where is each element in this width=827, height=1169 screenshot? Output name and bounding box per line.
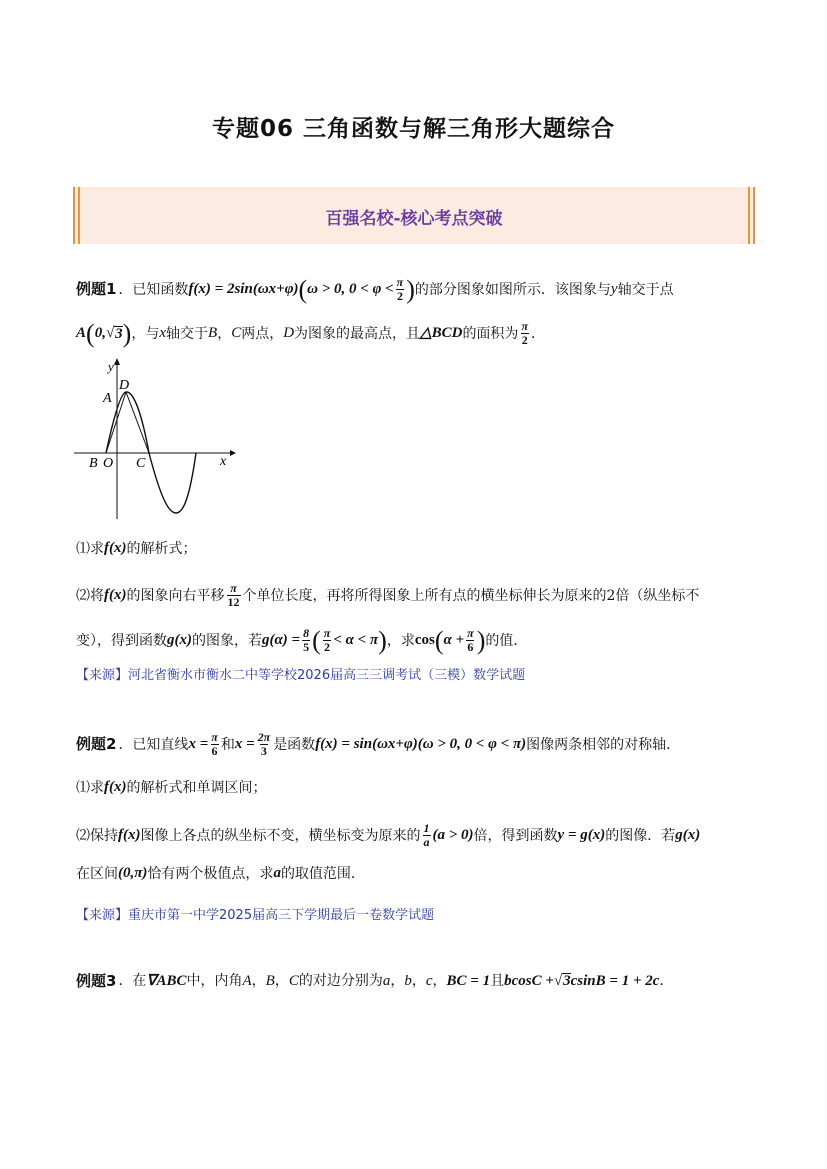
example1-question2-line1 bbox=[76, 582, 699, 609]
example1-line1 bbox=[76, 276, 674, 303]
formula: f(x) = 2sin(ωx+φ) bbox=[188, 281, 299, 297]
text: ， bbox=[390, 973, 405, 989]
text: 的对边分别为 bbox=[298, 973, 383, 989]
text: 的解析式； bbox=[126, 540, 197, 557]
text: 两点， bbox=[241, 325, 284, 342]
paren-open: ( bbox=[434, 625, 444, 655]
example1-question2-line2 bbox=[76, 627, 527, 654]
text: ， bbox=[217, 325, 232, 342]
text: 轴交于点 bbox=[617, 281, 674, 298]
var: y bbox=[610, 281, 618, 297]
var: x bbox=[159, 325, 167, 341]
formula: 0, bbox=[94, 325, 106, 341]
example2-question2-line2 bbox=[76, 866, 365, 881]
formula: f(x) bbox=[118, 827, 141, 843]
denominator: 2 bbox=[396, 289, 403, 303]
text: ⑵将 bbox=[76, 587, 104, 604]
graph-label-c: C bbox=[136, 456, 146, 471]
text: 的解析式和单调区间； bbox=[126, 779, 267, 796]
text: 轴交于 bbox=[166, 325, 209, 342]
text: 的取值范围． bbox=[280, 865, 365, 882]
text: 的面积为 bbox=[462, 325, 519, 342]
example1-label: 例题1 bbox=[76, 280, 117, 298]
denominator: 6 bbox=[211, 744, 218, 758]
x-axis-arrow bbox=[230, 450, 236, 456]
text: ⑴求 bbox=[76, 540, 104, 557]
denominator: a bbox=[423, 835, 430, 849]
text: 的值． bbox=[485, 632, 528, 649]
text: ．已知函数 bbox=[118, 281, 189, 298]
fraction bbox=[227, 582, 241, 609]
function-graph bbox=[70, 355, 240, 525]
formula: g(x) bbox=[675, 827, 701, 843]
text: 变），得到函数 bbox=[76, 632, 167, 649]
fraction bbox=[323, 627, 332, 654]
numerator: π bbox=[521, 319, 528, 333]
example2-question1 bbox=[76, 780, 267, 795]
graph-label-d: D bbox=[119, 378, 130, 393]
formula: cos bbox=[414, 632, 435, 648]
text: ⑵保持 bbox=[76, 827, 118, 844]
denominator: 3 bbox=[260, 744, 267, 758]
example2-source: 【来源】重庆市第一中学2025届高三下学期最后一卷数学试题 bbox=[76, 908, 435, 923]
formula: (0,π) bbox=[118, 865, 148, 881]
var: a bbox=[273, 865, 281, 881]
example2-line1 bbox=[76, 731, 680, 758]
text: 图像两条相邻的对称轴． bbox=[526, 736, 681, 753]
paren-open: ( bbox=[86, 318, 95, 348]
text: 为图象的最高点，且 bbox=[294, 325, 421, 342]
formula: y = g(x) bbox=[557, 827, 606, 843]
formula: x = bbox=[188, 736, 209, 752]
formula: BC = 1 bbox=[446, 972, 491, 989]
denominator: 5 bbox=[303, 640, 310, 654]
text: 且 bbox=[490, 973, 505, 989]
example1-line2 bbox=[76, 320, 545, 347]
paren-close: ) bbox=[406, 274, 415, 304]
segment-dc bbox=[126, 392, 149, 453]
numerator: 1 bbox=[423, 821, 430, 835]
text: 在区间 bbox=[76, 865, 118, 882]
text: ． bbox=[531, 325, 545, 342]
fraction bbox=[520, 320, 529, 347]
text: ．已知直线 bbox=[118, 736, 189, 753]
text: 恰有两个极值点，求 bbox=[147, 865, 274, 882]
example3-label: 例题3 bbox=[76, 971, 117, 990]
sqrt-sign: √ bbox=[105, 325, 115, 341]
formula: x = bbox=[234, 736, 255, 752]
formula: f(x) bbox=[104, 540, 127, 556]
var: a bbox=[382, 972, 391, 989]
fraction bbox=[210, 731, 219, 758]
paren-close: ) bbox=[476, 625, 486, 655]
numerator: 2π bbox=[257, 730, 271, 744]
text: ． bbox=[659, 973, 674, 989]
graph-label-y: y bbox=[108, 359, 114, 374]
var: C bbox=[288, 972, 299, 989]
text: 图像上各点的纵坐标不变，横坐标变为原来的 bbox=[140, 827, 421, 844]
formula: ω > 0, 0 < φ < bbox=[307, 281, 394, 297]
denominator: 6 bbox=[467, 640, 474, 654]
formula: △BCD bbox=[420, 325, 463, 341]
paren-close: ) bbox=[122, 318, 132, 348]
sqrt-sign: √ bbox=[553, 972, 563, 989]
text: 的图像．若 bbox=[605, 827, 676, 844]
graph-label-x: x bbox=[220, 454, 227, 469]
text: 个单位长度，再将所得图象上所有点的横坐标伸长为原来的2倍（纵坐标不 bbox=[242, 587, 700, 604]
formula: ∇ABC bbox=[146, 972, 187, 989]
numerator: π bbox=[396, 275, 404, 289]
paren-close: ) bbox=[378, 625, 387, 655]
graph-label-a: A bbox=[103, 391, 112, 406]
fraction bbox=[466, 627, 475, 654]
numerator: 8 bbox=[303, 626, 310, 640]
numerator: π bbox=[230, 581, 237, 595]
formula: < α < π bbox=[333, 632, 379, 648]
numerator: π bbox=[323, 626, 331, 640]
text: 中，内角 bbox=[186, 973, 243, 989]
numerator: π bbox=[467, 626, 474, 640]
example2-question2-line1 bbox=[76, 822, 700, 849]
text: ⑴求 bbox=[76, 779, 104, 796]
formula: f(x) = sin(ωx+φ)(ω > 0, 0 < φ < π) bbox=[315, 736, 527, 752]
formula: (a > 0) bbox=[432, 827, 474, 843]
text: ， bbox=[274, 973, 289, 989]
text: 的图象向右平移 bbox=[126, 587, 225, 604]
formula: α + bbox=[443, 632, 465, 648]
var: D bbox=[283, 325, 295, 341]
fraction bbox=[257, 731, 272, 758]
text: ， bbox=[251, 973, 266, 989]
example3-line1 bbox=[76, 973, 673, 989]
sqrt-value: 3 bbox=[563, 973, 571, 989]
sine-curve bbox=[106, 392, 196, 513]
text: 倍，得到函数 bbox=[473, 827, 558, 844]
var: c bbox=[425, 972, 433, 989]
example1-source: 【来源】河北省衡水市衡水二中等学校2026届高三三调考试（三模）数学试题 bbox=[76, 668, 526, 683]
text: ，与 bbox=[131, 325, 160, 342]
text: ，求 bbox=[386, 632, 415, 649]
formula: f(x) bbox=[104, 779, 127, 795]
text: ．在 bbox=[118, 973, 147, 989]
denominator: 2 bbox=[521, 333, 528, 347]
example2-label: 例题2 bbox=[76, 735, 117, 753]
denominator: 12 bbox=[227, 595, 240, 609]
numerator: π bbox=[211, 730, 218, 744]
text: 的图象，若 bbox=[192, 632, 262, 649]
formula: f(x) bbox=[104, 587, 127, 603]
var: A bbox=[242, 972, 252, 989]
var: C bbox=[231, 325, 242, 341]
text: 和 bbox=[220, 736, 235, 753]
page-title: 专题06 三角函数与解三角形大题综合 bbox=[211, 116, 615, 142]
formula: g(x) bbox=[167, 632, 192, 648]
paren-open: ( bbox=[312, 625, 321, 655]
example1-question1 bbox=[76, 541, 197, 556]
text: ， bbox=[411, 973, 426, 989]
var: b bbox=[404, 972, 412, 989]
paren-open: ( bbox=[298, 274, 308, 304]
formula: csinB = 1 + 2c bbox=[570, 972, 660, 989]
var: B bbox=[265, 972, 275, 989]
sqrt-value: 3 bbox=[115, 325, 123, 342]
graph-label-o: O bbox=[103, 456, 114, 471]
y-axis-arrow bbox=[114, 358, 120, 365]
section-banner bbox=[73, 187, 755, 244]
var: A bbox=[76, 325, 87, 341]
fraction bbox=[302, 627, 310, 654]
fraction bbox=[423, 822, 431, 849]
banner-text: 百强名校-核心考点突破 bbox=[325, 209, 503, 229]
formula: g(α) = bbox=[262, 632, 301, 648]
text: ， bbox=[432, 973, 447, 989]
text: 的部分图象如图所示．该图象与 bbox=[414, 281, 611, 298]
denominator: 2 bbox=[324, 640, 331, 654]
formula: bcosC + bbox=[504, 972, 554, 989]
text: 是函数 bbox=[273, 736, 316, 753]
fraction bbox=[396, 276, 405, 303]
var: B bbox=[208, 325, 218, 341]
graph-label-b: B bbox=[89, 456, 98, 471]
